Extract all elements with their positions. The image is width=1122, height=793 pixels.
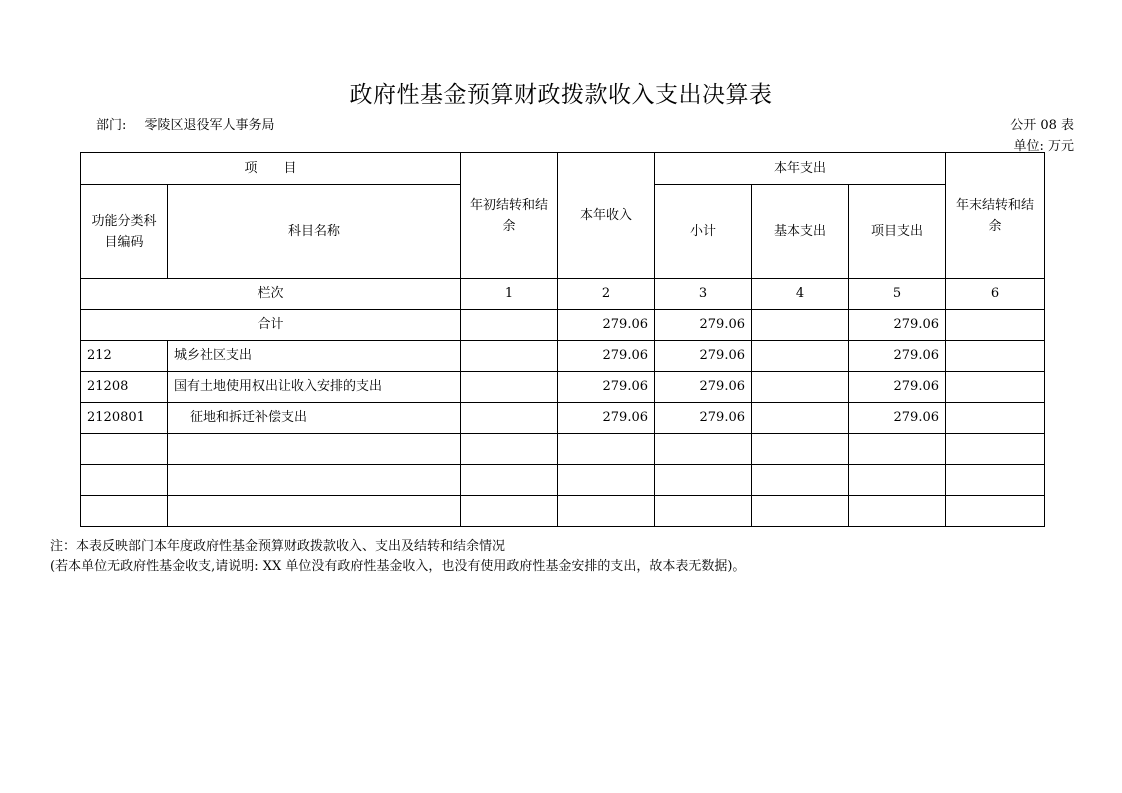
empty-cell	[655, 434, 752, 465]
row-subtotal: 279.06	[655, 341, 752, 372]
row-code: 212	[81, 341, 168, 372]
total-opening	[461, 310, 558, 341]
footnote: (若本单位无政府性基金收支,请说明: XX 单位没有政府性基金收入，也没有使用政府性基金安排的支出，故本表无数据)。	[50, 559, 746, 574]
row-code: 2120801	[81, 403, 168, 434]
empty-cell	[168, 434, 461, 465]
row-subtotal: 279.06	[655, 403, 752, 434]
empty-cell	[655, 496, 752, 527]
empty-cell	[558, 496, 655, 527]
row-name: 征地和拆迁补偿支出	[168, 403, 461, 434]
total-income: 279.06	[558, 310, 655, 341]
total-project: 279.06	[849, 310, 946, 341]
total-label: 合计	[81, 310, 461, 341]
empty-cell	[752, 496, 849, 527]
row-subtotal: 279.06	[655, 372, 752, 403]
table-row	[81, 403, 1045, 434]
row-project: 279.06	[849, 341, 946, 372]
row-opening	[461, 341, 558, 372]
empty-cell	[655, 465, 752, 496]
column-index-cell: 2	[558, 279, 655, 310]
row-income: 279.06	[558, 403, 655, 434]
empty-cell	[946, 465, 1045, 496]
row-project: 279.06	[849, 372, 946, 403]
total-subtotal: 279.06	[655, 310, 752, 341]
empty-cell	[849, 434, 946, 465]
header-row-1	[81, 153, 1045, 185]
row-income: 279.06	[558, 341, 655, 372]
row-code: 21208	[81, 372, 168, 403]
column-index-cell: 1	[461, 279, 558, 310]
column-index-label: 栏次	[81, 279, 461, 310]
row-opening	[461, 403, 558, 434]
empty-cell	[752, 465, 849, 496]
total-basic	[752, 310, 849, 341]
header-item: 项 目	[81, 153, 461, 185]
row-closing	[946, 403, 1045, 434]
empty-cell	[461, 496, 558, 527]
row-income: 279.06	[558, 372, 655, 403]
row-basic	[752, 372, 849, 403]
header-current-income: 本年收入	[558, 153, 655, 279]
total-row	[81, 310, 1045, 341]
column-index-cell: 3	[655, 279, 752, 310]
header-current-expense: 本年支出	[655, 153, 946, 185]
empty-cell	[168, 496, 461, 527]
column-index-cell: 4	[752, 279, 849, 310]
row-basic	[752, 341, 849, 372]
column-index-cell: 6	[946, 279, 1045, 310]
header-func-code: 功能分类科目编码	[81, 185, 168, 279]
empty-cell	[849, 465, 946, 496]
department-line	[96, 114, 275, 133]
header-project-expense: 项目支出	[849, 185, 946, 279]
empty-cell	[461, 434, 558, 465]
page-title: 政府性基金预算财政拨款收入支出决算表	[349, 82, 773, 108]
header-closing-balance: 年末结转和结余	[946, 153, 1045, 279]
row-closing	[946, 372, 1045, 403]
unit-label: 单位: 万元	[1013, 139, 1074, 154]
header-subtotal: 小计	[655, 185, 752, 279]
header-basic-expense: 基本支出	[752, 185, 849, 279]
empty-cell	[81, 465, 168, 496]
column-index-row	[81, 279, 1045, 310]
footnote: 注：本表反映部门本年度政府性基金预算财政拨款收入、支出及结转和结余情况	[50, 539, 506, 554]
empty-row	[81, 434, 1045, 465]
empty-cell	[461, 465, 558, 496]
empty-row	[81, 496, 1045, 527]
empty-cell	[81, 496, 168, 527]
empty-cell	[946, 434, 1045, 465]
budget-table	[80, 152, 1045, 527]
header-subject-name: 科目名称	[168, 185, 461, 279]
empty-row	[81, 465, 1045, 496]
row-closing	[946, 341, 1045, 372]
total-closing	[946, 310, 1045, 341]
table-row	[81, 372, 1045, 403]
column-index-cell: 5	[849, 279, 946, 310]
row-project: 279.06	[849, 403, 946, 434]
table-row	[81, 341, 1045, 372]
department-name: 零陵区退役军人事务局	[144, 118, 275, 133]
empty-cell	[168, 465, 461, 496]
row-opening	[461, 372, 558, 403]
empty-cell	[81, 434, 168, 465]
empty-cell	[558, 434, 655, 465]
empty-cell	[946, 496, 1045, 527]
empty-cell	[849, 496, 946, 527]
empty-cell	[558, 465, 655, 496]
row-name: 国有土地使用权出让收入安排的支出	[168, 372, 461, 403]
row-name: 城乡社区支出	[168, 341, 461, 372]
row-basic	[752, 403, 849, 434]
empty-cell	[752, 434, 849, 465]
table-code: 公开 08 表	[1010, 118, 1074, 133]
department-label: 部门:	[96, 118, 127, 133]
header-opening-balance: 年初结转和结余	[461, 153, 558, 279]
